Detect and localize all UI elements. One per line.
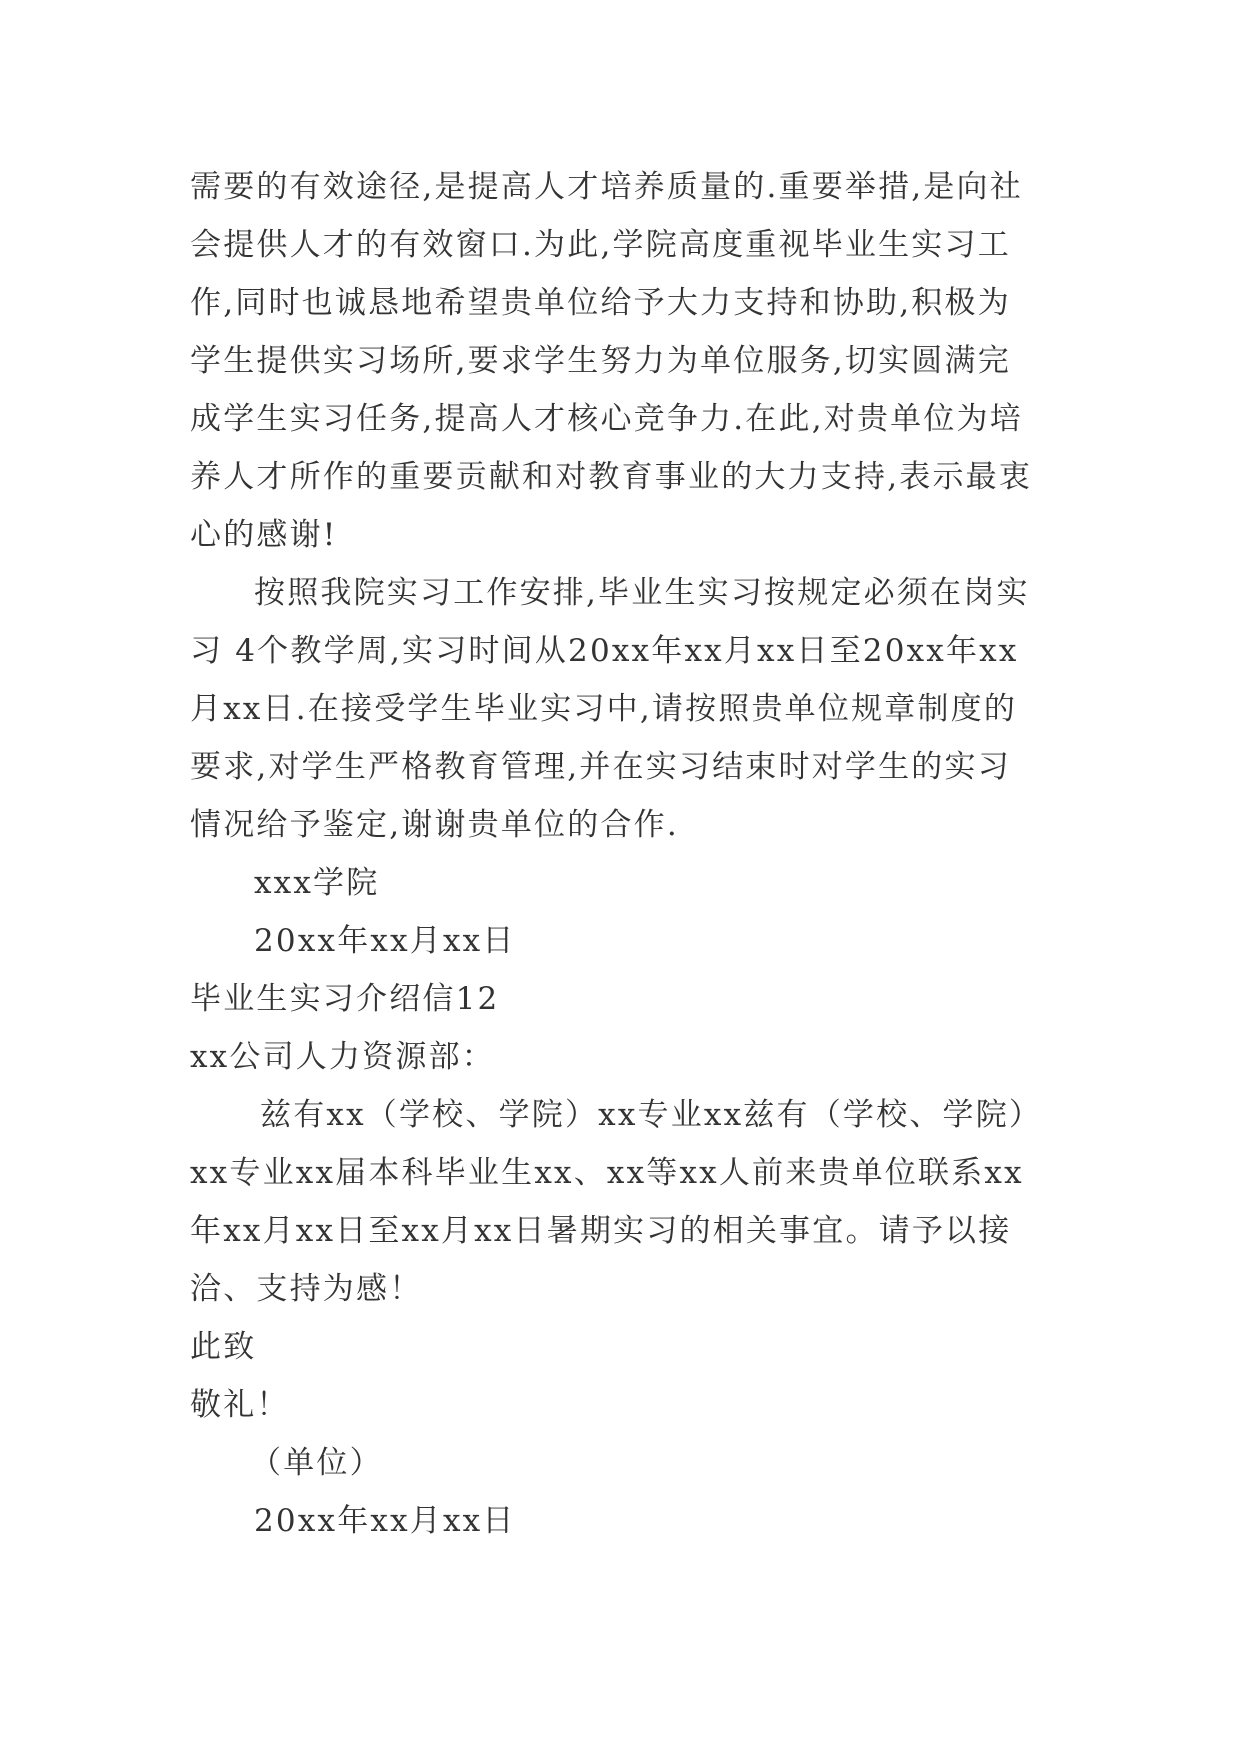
letter2-signature: （单位） xyxy=(250,1445,383,1481)
letter1-date: 20xx年xx月xx日 xyxy=(254,923,516,959)
letter1-line-11: 要求,对学生严格教育管理,并在实习结束时对学生的实习 xyxy=(190,749,1011,785)
document-body xyxy=(190,0,1050,1754)
letter1-line-1: 需要的有效途径,是提高人才培养质量的.重要举措,是向社 xyxy=(190,169,1023,205)
letter1-line-9: 习 4个教学周,实习时间从20xx年xx月xx日至20xx年xx xyxy=(190,633,1019,669)
letter2-closing-1: 此致 xyxy=(190,1329,257,1365)
letter1-line-7: 心的感谢! xyxy=(190,517,338,553)
letter1-line-8: 按照我院实习工作安排,毕业生实习按规定必须在岗实 xyxy=(254,575,1030,611)
letter2-date: 20xx年xx月xx日 xyxy=(254,1503,516,1539)
letter2-body-line-1: 兹有xx（学校、学院）xx专业xx兹有（学校、学院） xyxy=(260,1097,1043,1133)
letter2-body-line-2: xx专业xx届本科毕业生xx、xx等xx人前来贵单位联系xx xyxy=(190,1155,1024,1191)
letter1-line-4: 学生提供实习场所,要求学生努力为单位服务,切实圆满完 xyxy=(190,343,1011,379)
letter2-body-line-4: 洽、支持为感！ xyxy=(190,1271,423,1307)
letter1-line-3: 作,同时也诚恳地希望贵单位给予大力支持和协助,积极为 xyxy=(190,285,1011,321)
letter1-line-2: 会提供人才的有效窗口.为此,学院高度重视毕业生实习工 xyxy=(190,227,1011,263)
letter2-recipient: xx公司人力资源部： xyxy=(190,1039,495,1075)
letter1-line-12: 情况给予鉴定,谢谢贵单位的合作. xyxy=(190,807,679,843)
letter2-closing-2: 敬礼！ xyxy=(190,1387,290,1423)
letter1-line-10: 月xx日.在接受学生毕业实习中,请按照贵单位规章制度的 xyxy=(190,691,1018,727)
letter1-signature: xxx学院 xyxy=(254,865,380,901)
letter1-line-5: 成学生实习任务,提高人才核心竞争力.在此,对贵单位为培 xyxy=(190,401,1023,437)
letter2-body-line-3: 年xx月xx日至xx月xx日暑期实习的相关事宜。请予以接 xyxy=(190,1213,1012,1249)
letter2-title: 毕业生实习介绍信12 xyxy=(190,981,500,1017)
letter1-line-6: 养人才所作的重要贡献和对教育事业的大力支持,表示最衷 xyxy=(190,459,1033,495)
